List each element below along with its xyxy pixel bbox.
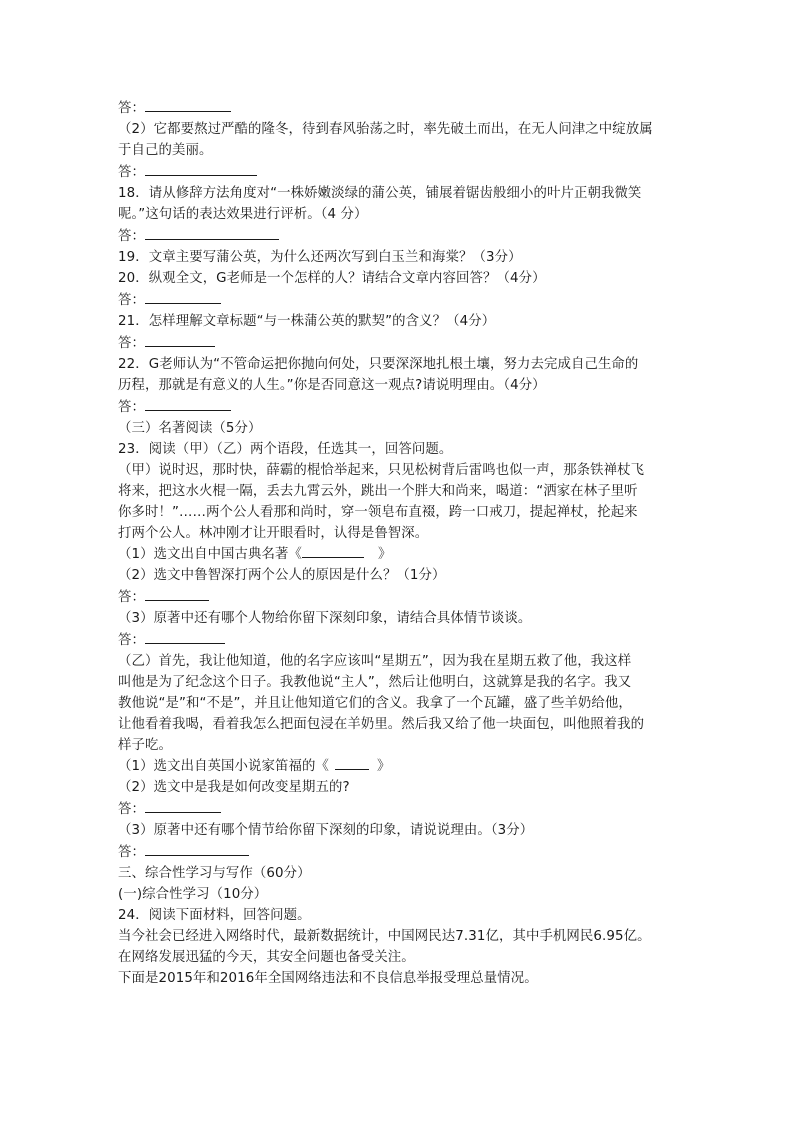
passage-text: 样子吃。 [118, 738, 172, 753]
material-text: 下面是2015年和2016年全国网络违法和不良信息举报受理总量情况。 [118, 971, 538, 986]
answer-line [118, 629, 678, 651]
answer-label: 答： [118, 590, 145, 605]
answer-blank[interactable] [145, 332, 215, 347]
answer-line [118, 332, 678, 354]
answer-blank[interactable] [145, 586, 209, 601]
question-text: 呢。”这句话的表达效果进行评析。（4 分） [118, 207, 368, 222]
question-text: 》 [376, 759, 391, 774]
question-18: 18．请从修辞方法角度对“一株娇嫩淡绿的蒲公英，铺展着锯齿般细小的叶片正朝我微笑 [118, 186, 642, 201]
answer-blank[interactable] [145, 798, 221, 813]
question-text: （1）选文出自中国古典名著《 [118, 547, 302, 562]
answer-blank[interactable] [145, 629, 225, 644]
answer-line [118, 97, 678, 119]
question-text: （2）选文中是我是如何改变星期五的? [118, 780, 350, 795]
question-22: 22．G老师认为“不管命运把你抛向何处，只要深深地扎根土壤，努力去完成自己生命的 [118, 357, 639, 372]
answer-line [118, 225, 678, 247]
answer-blank[interactable] [145, 97, 231, 112]
question-text: （3）原著中还有哪个情节给你留下深刻的印象，请说说理由。（3分） [118, 823, 534, 838]
passage-text: （乙）首先，我让他知道，他的名字应该叫“星期五”，因为我在星期五救了他，我这样 [118, 654, 632, 669]
answer-line [118, 841, 678, 863]
passage-text: 让他看着我喝，看着我怎么把面包浸在羊奶里。然后我又给了他一块面包，叫他照着我的 [118, 717, 645, 732]
passage-text: 教他说“是”和“不是”，并且让他知道它们的含义。我拿了一个瓦罐，盛了些羊奶给他， [118, 696, 632, 711]
answer-blank[interactable] [145, 225, 279, 240]
answer-label: 答： [118, 336, 145, 351]
question-24: 24．阅读下面材料，回答问题。 [118, 908, 311, 923]
subsection-heading: (一)综合性学习（10分） [118, 887, 268, 902]
answer-line [118, 396, 678, 418]
answer-label: 答： [118, 845, 145, 860]
question-text: 历程，那就是有意义的人生。”你是否同意这一观点?请说明理由。（4分） [118, 378, 546, 393]
question-text: 》 [378, 547, 392, 562]
material-text: 在网络发展迅猛的今天，其安全问题也备受关注。 [118, 950, 415, 965]
material-text: 当今社会已经进入网络时代，最新数据统计，中国网民达7.31亿，其中手机网民6.95亿。 [118, 929, 651, 944]
answer-label: 答： [118, 400, 145, 415]
question-23: 23．阅读（甲）（乙）两个语段，任选其一，回答问题。 [118, 442, 453, 457]
answer-label: 答： [118, 101, 145, 116]
answer-line [118, 798, 678, 820]
section-heading: 三、综合性学习与写作（60分） [118, 866, 311, 881]
answer-line [118, 161, 678, 183]
question-text: （2）选文中鲁智深打两个公人的原因是什么？（1分） [118, 568, 446, 583]
answer-label: 答： [118, 293, 145, 308]
passage-text: 你多时！”……两个公人看那和尚时，穿一领皂布直裰，跨一口戒刀，提起禅杖，抡起来 [118, 505, 638, 520]
answer-blank[interactable] [145, 841, 249, 856]
answer-label: 答： [118, 165, 145, 180]
question-text: （2）它都要熬过严酷的隆冬，待到春风骀荡之时，率先破土而出，在无人问津之中绽放属 [118, 122, 653, 137]
book-title-blank[interactable] [302, 544, 364, 558]
passage-text: 打两个公人。林冲刚才让开眼看时，认得是鲁智深。 [118, 526, 429, 541]
book-title-blank[interactable] [335, 756, 369, 770]
passage-text: 将来，把这水火棍一隔，丢去九霄云外，跳出一个胖大和尚来，喝道：“洒家在林子里听 [118, 484, 638, 499]
answer-label: 答： [118, 633, 145, 648]
answer-blank[interactable] [145, 161, 257, 176]
question-19: 19．文章主要写蒲公英，为什么还两次写到白玉兰和海棠？（3分） [118, 250, 522, 265]
passage-text: 叫他是为了纪念这个日子。我教他说“主人”，然后让他明白，这就算是我的名字。我又 [118, 675, 632, 690]
section-heading: （三）名著阅读（5分） [118, 421, 262, 436]
passage-text: （甲）说时迟，那时快，薛霸的棍恰举起来，只见松树背后雷鸣也似一声，那条铁禅杖飞 [118, 463, 645, 478]
question-text: （1）选文出自英国小说家笛福的《 [118, 759, 329, 774]
fill-line [118, 756, 678, 777]
question-text: （3）原著中还有哪个人物给你留下深刻印象，请结合具体情节谈谈。 [118, 611, 532, 626]
answer-label: 答： [118, 229, 145, 244]
answer-line [118, 586, 678, 608]
answer-blank[interactable] [145, 396, 231, 411]
exam-page [118, 97, 678, 989]
answer-blank[interactable] [145, 289, 221, 304]
fill-line [118, 544, 678, 565]
question-20: 20．纵观全文，G老师是一个怎样的人？请结合文章内容回答？（4分） [118, 271, 546, 286]
question-21: 21．怎样理解文章标题“与一株蒲公英的默契”的含义？（4分） [118, 314, 496, 329]
answer-line [118, 289, 678, 311]
question-text: 于自己的美丽。 [118, 143, 213, 158]
answer-label: 答： [118, 802, 145, 817]
